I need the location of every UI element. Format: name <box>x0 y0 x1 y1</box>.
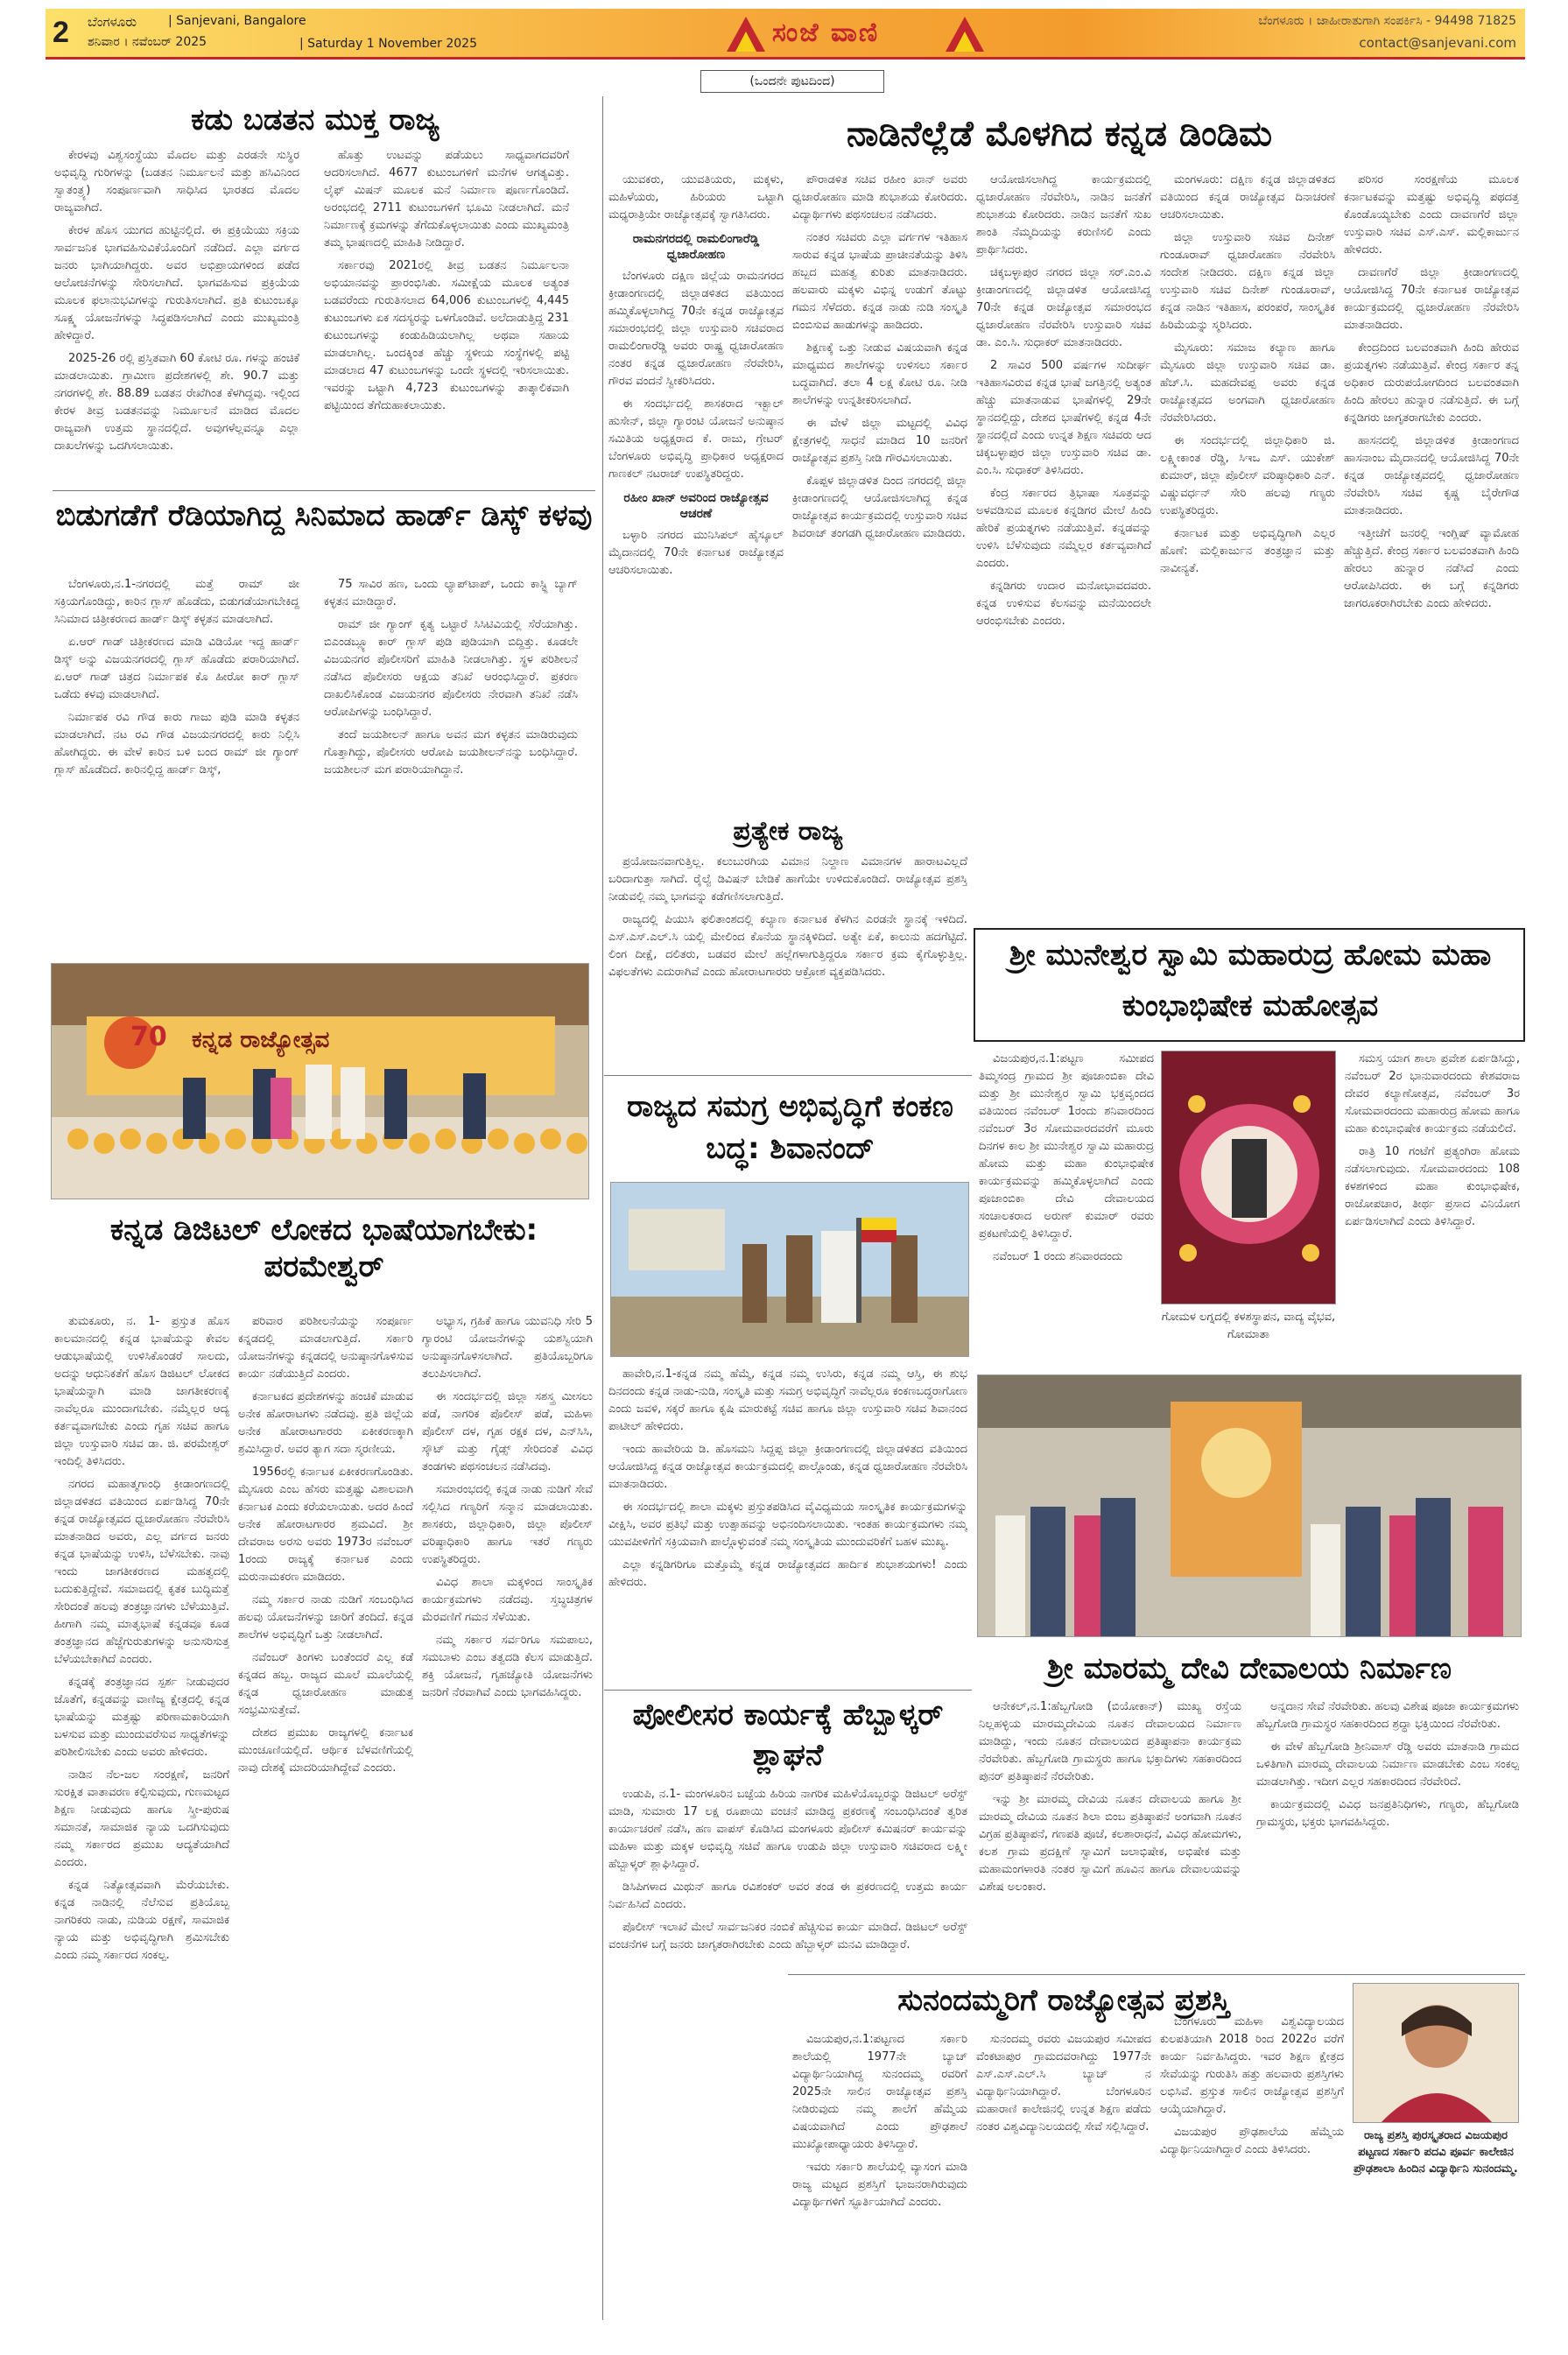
s1-col1: ಕೇರಳವು ವಿಶ್ವಸಂಸ್ಥೆಯು ಮೊದಲ ಮತ್ತು ಎರಡನೇ ಸುಸ್ಥಿರ ಅಭಿವೃದ್ಧಿ ಗುರಿಗಳನ್ನು (ಬಡತನ ನಿರ್ಮೂಲನೆ ಮತ್ತು ಹಸಿವಿನಿಂದ ಸ್ವಾತಂತ್ರ್ಯ) ಸಂಪೂರ್ಣವಾಗಿ ಸಾಧಿಸಿದ ಭಾರತದ ಮೊದಲ ರಾಜ್ಯವಾಗಿದೆ. ಕೇರಳ ಹೊಸ ಯುಗದ ಹುಟ್ಟಿನಲ್ಲಿದೆ. ಈ ಪ್ರಕ್ರಿಯೆಯು ಸಕ್ರಿಯ ಸಾರ್ವಜನಿಕ ಭಾಗವಹಿಸುವಿಕೆಯೊಂದಿಗೆ ನಡೆದಿದೆ. ಎಲ್ಲಾ ವರ್ಗದ ಜನರು ಭಾಗಿಯಾಗಿದ್ದರು. ಅವರ ಅಭಿಪ್ರಾಯಗಳಿಂದ ಪಡೆದ ಆಲೋಚನೆಗಳನ್ನು ಸೇರಿಸಲಾಗಿದೆ. ಭಾಗವಹಿಸುವ ಪ್ರಕ್ರಿಯೆಯ ಮೂಲಕ ಫಲಾನುಭವಿಗಳನ್ನು ಗುರುತಿಸಲಾಗಿದೆ. ಪ್ರತಿ ಕುಟುಂಬಕ್ಕೂ ಸೂಕ್ಷ್ಮ ಯೋಜನೆಗಳನ್ನು ಸಿದ್ಧಪಡಿಸಲಾಗಿದೆ ಎಂದು ಮುಖ್ಯಮಂತ್ರಿ ಹೇಳಿದ್ದಾರೆ. 2025-26 ರಲ್ಲಿ ಪ್ರಸ್ತಿತವಾಗಿ 60 ಕೋಟಿ ರೂ. ಗಳನ್ನು ಹಂಚಿಕೆ ಮಾಡಲಾಯಿತು. ಗ್ರಾಮೀಣ ಪ್ರದೇಶಗಳಲ್ಲಿ ಶೇ. 90.7 ಮತ್ತು ನಗರಗಳಲ್ಲಿ ಶೇ. 88.89 ಬಡತನ ರೇಖೆಗಿಂತ ಕೆಳಗಿದ್ದವು. ಇಲ್ಲಿಂದ ಕೇರಳ ತೀವ್ರ ಬಡತನವನ್ನು ನಿರ್ಮೂಲನೆ ಮಾಡಿದ ಮೊದಲ ರಾಜ್ಯವಾಗಿ ಉತ್ತಮ ಸ್ಥಾನದಲ್ಲಿದೆ. ಅವುಗಳೆಲ್ಲವನ್ನೂ ಎಲ್ಲಾ ದಾಖಲೆಗಳನ್ನು ಒದಗಿಸಲಾಯಿತು. <box>54 149 299 453</box>
s6-body: ಹಾವೇರಿ,ನ.1-ಕನ್ನಡ ನಮ್ಮ ಹೆಮ್ಮೆ, ಕನ್ನಡ ನಮ್ಮ ಉಸಿರು, ಕನ್ನಡ ನಮ್ಮ ಆಸ್ತಿ, ಈ ಶುಭ ದಿನದಂದು ಕನ್ನಡ ನಾಡು-ನುಡಿ, ಸಂಸ್ಕೃತಿ ಮತ್ತು ಸಮಗ್ರ ಅಭಿವೃದ್ಧಿಗೆ ನಾವೆಲ್ಲರೂ ಕಂಕಣಬದ್ಧರಾಗೋಣ ಎಂದು ಜವಳಿ, ಸಕ್ಕರೆ ಹಾಗೂ ಕೃಷಿ ಮಾರುಕಟ್ಟೆ ಸಚಿವ ಹಾಗೂ ಜಿಲ್ಲಾ ಉಸ್ತುವಾರಿ ಸಚಿವ ಶಿವಾನಂದ ಪಾಟೀಲ್ ಹೇಳಿದರು. ಇಂದು ಹಾವೇರಿಯ ಡಿ. ಹೊಸಮನಿ ಸಿದ್ದಪ್ಪ ಜಿಲ್ಲಾ ಕ್ರೀಡಾಂಗಣದಲ್ಲಿ ಜಿಲ್ಲಾಡಳಿತದ ವತಿಯಿಂದ ಆಯೋಜಿಸಿದ್ದ ಕನ್ನಡ ರಾಜ್ಯೋತ್ಸವ ಕಾರ್ಯಕ್ರಮದಲ್ಲಿ ಪಾಲ್ಗೊಂಡು, ಕನ್ನಡ ಧ್ವಜಾರೋಹಣ ನೆರವೇರಿಸಿ ಮಾತನಾಡಿದರು. ಈ ಸಂದರ್ಭದಲ್ಲಿ ಶಾಲಾ ಮಕ್ಕಳು ಪ್ರಸ್ತುತಪಡಿಸಿದ ವೈವಿಧ್ಯಮಯ ಸಾಂಸ್ಕೃತಿಕ ಕಾರ್ಯಕ್ರಮಗಳನ್ನು ವೀಕ್ಷಿಸಿ, ಅವರ ಪ್ರತಿಭೆ ಮತ್ತು ಉತ್ಸಾಹವನ್ನು ಅಭಿನಂದಿಸಲಾಯಿತು. ಇಂತಹ ಕಾರ್ಯಕ್ರಮಗಳು ನಮ್ಮ ಯುವಪೀಳಿಗೆಗೆ ಸಕ್ರಿಯವಾಗಿ ಪಾಲ್ಗೊಳ್ಳುವಂತೆ ನಮ್ಮ ಸಂಸ್ಕೃತಿಯ ಮುಂದುವರಿಕೆಗೆ ಬಹಳ ಮುಖ್ಯ. ಎಲ್ಲಾ ಕನ್ನಡಿಗರಿಗೂ ಮತ್ತೊಮ್ಮೆ ಕನ್ನಡ ರಾಜ್ಯೋತ್ಸವದ ಹಾರ್ದಿಕ ಶುಭಾಶಯಗಳು! ಎಂದು ಹೇಳಿದರು. <box>608 1367 967 1589</box>
headline-kannada-dindima: ನಾಡಿನೆಲ್ಲೆಡೆ ಮೊಳಗಿದ ಕನ್ನಡ ಡಿಂಡಿಮ <box>846 114 1273 154</box>
headline-hebbalkar: ಪೋಲೀಸರ ಕಾರ್ಯಕ್ಕೆ ಹೆಬ್ಬಾಳ್ಕರ್ ಶ್ಲಾಘನೆ <box>632 1698 944 1773</box>
headline-muneshwara: ಶ್ರೀ ಮುನೇಶ್ವರ ಸ್ವಾಮಿ ಮಹಾರುದ್ರ ಹೋಮ ಮಹಾ ಕುಂಭಾಭಿಷೇಕ ಮಹೋತ್ಸವ <box>1009 938 1492 1023</box>
sunandamma-caption: ರಾಜ್ಯ ಪ್ರಶಸ್ತಿ ಪುರಸ್ಕೃತರಾದ ವಿಜಯಪುರ ಪಟ್ಟಣದ ಸರ್ಕಾರಿ ಪದವಿ ಪೂರ್ವ ಕಾಲೇಜಿನ ಪ್ರೌಢಶಾಲಾ ಹಿಂದಿನ ವಿದ್ಯಾರ್ಥಿನಿ ಸುನಂದಮ್ಮ. <box>1354 2129 1518 2176</box>
stage-banner: ಕನ್ನಡ ರಾಜ್ಯೋತ್ಸವ <box>192 1027 330 1053</box>
s4-col2: ಪೌರಾಡಳಿತ ಸಚಿವ ರಹೀಂ ಖಾನ್ ಅವರು ಧ್ವಜಾರೋಹಣ ಮಾಡಿ ಶುಭಾಶಯ ಕೋರಿದರು. ವಿದ್ಯಾರ್ಥಿಗಳು ಪಥಸಂಚಲನ ನಡೆಸಿದರು. ನಂತರ ಸಚಿವರು ಎಲ್ಲಾ ವರ್ಗಗಳ ಇತಿಹಾಸ ಸಾರುವ ಕನ್ನಡ ಭಾಷೆಯ ಪ್ರಾಚೀನತೆಯನ್ನು ತಿಳಿಸಿ ಹಬ್ಬದ ಮಹತ್ವ ಕುರಿತು ಮಾತನಾಡಿದರು. ಹಲವಾರು ಮಕ್ಕಳು ವಿಭಿನ್ನ ಉಡುಗೆ ತೊಟ್ಟು ಗಮನ ಸೆಳೆದರು. ಕನ್ನಡ ನಾಡು ನುಡಿ ಸಂಸ್ಕೃತಿ ಬಿಂಬಿಸುವ ಹಾಡುಗಳನ್ನು ಹಾಡಿದರು. ಶಿಕ್ಷಣಕ್ಕೆ ಒತ್ತು ನೀಡುವ ವಿಷಯವಾಗಿ ಕನ್ನಡ ಮಾಧ್ಯಮದ ಶಾಲೆಗಳನ್ನು ಉಳಿಸಲು ಸರ್ಕಾರ ಬದ್ಧವಾಗಿದೆ. ತಲಾ 4 ಲಕ್ಷ ಕೋಟಿ ರೂ. ನೀಡಿ ಶಾಲೆಗಳನ್ನು ಉನ್ನತೀಕರಿಸಲಾಗಿದೆ. ಈ ವೇಳೆ ಜಿಲ್ಲಾ ಮಟ್ಟದಲ್ಲಿ ವಿವಿಧ ಕ್ಷೇತ್ರಗಳಲ್ಲಿ ಸಾಧನೆ ಮಾಡಿದ 10 ಜನರಿಗೆ ರಾಜ್ಯೋತ್ಸವ ಪ್ರಶಸ್ತಿ ನೀಡಿ ಗೌರವಿಸಲಾಯಿತು. ಕೊಪ್ಪಳ ಜಿಲ್ಲಾಡಳಿತ ದಿಂದ ನಗರದಲ್ಲಿ ಜಿಲ್ಲಾ ಕ್ರೀಡಾಂಗಣದಲ್ಲಿ ಆಯೋಜಿಸಲಾಗಿದ್ದ ಕನ್ನಡ ರಾಜ್ಯೋತ್ಸವ ಕಾರ್ಯಕ್ರಮದಲ್ಲಿ ಉಸ್ತುವಾರಿ ಸಚಿವ ಶಿವರಾಜ್ ತಂಗಡಗಿ ಧ್ವಜಾರೋಹಣ ಮಾಡಿದರು. <box>792 173 967 540</box>
logo <box>720 12 991 56</box>
photo-maramma-temple <box>977 1374 1522 1637</box>
s4-col5: ಪರಿಸರ ಸಂರಕ್ಷಣೆಯ ಮೂಲಕ ಕರ್ನಾಟಕವನ್ನು ಮತ್ತಷ್ಟು ಅಭಿವೃದ್ಧಿ ಪಥದತ್ತ ಕೊಂಡೊಯ್ಯಬೇಕು ಎಂದು ದಾವಣಗೆರೆ ಜಿಲ್ಲಾ ಉಸ್ತುವಾರಿ ಸಚಿವ ಎಸ್.ಎಸ್. ಮಲ್ಲಿಕಾರ್ಜುನ ಹೇಳಿದರು. ದಾವಣಗೆರೆ ಜಿಲ್ಲಾ ಕ್ರೀಡಾಂಗಣದಲ್ಲಿ ಆಯೋಜಿಸಿದ್ದ 70ನೇ ಕರ್ನಾಟಕ ರಾಜ್ಯೋತ್ಸವ ಕಾರ್ಯಕ್ರಮದಲ್ಲಿ ಧ್ವಜಾರೋಹಣ ನೆರವೇರಿಸಿ ಮಾತನಾಡಿದರು. ಕೇಂದ್ರದಿಂದ ಬಲವಂತವಾಗಿ ಹಿಂದಿ ಹೇರುವ ಪ್ರಯತ್ನಗಳು ನಡೆಯುತ್ತಿವೆ. ಕೇಂದ್ರ ಸರ್ಕಾರ ತನ್ನ ಅಧಿಕಾರ ದುರುಪಯೋಗದಿಂದ ಬಲವಂತವಾಗಿ ಹಿಂದಿ ಹೇರಲು ಹುನ್ನಾರ ನಡೆಸುತ್ತಿದೆ. ಈ ಬಗ್ಗೆ ಕನ್ನಡಿಗರು ಜಾಗೃತರಾಗಬೇಕು ಎಂದರು. ಹಾಸನದಲ್ಲಿ ಜಿಲ್ಲಾಡಳಿತ ಕ್ರೀಡಾಂಗಣದ ಹಾಸನಾಂಬ ಮೈದಾನದಲ್ಲಿ ಆಯೋಜಿಸಿದ್ದ 70ನೇ ಕನ್ನಡ ರಾಜ್ಯೋತ್ಸವದಲ್ಲಿ ಧ್ವಜಾರೋಹಣ ನೆರವೇರಿಸಿ ಸಚಿವ ಕೃಷ್ಣ ಬೈರೇಗೌಡ ಮಾತನಾಡಿದರು. ಇತ್ತೀಚೆಗೆ ಜನರಲ್ಲಿ ಇಂಗ್ಲಿಷ್ ವ್ಯಾಮೋಹ ಹೆಚ್ಚುತ್ತಿದೆ. ಕೇಂದ್ರ ಸರ್ಕಾರ ಬಲವಂತವಾಗಿ ಹಿಂದಿ ಹೇರಲು ಹುನ್ನಾರ ನಡೆಸಿದೆ ಎಂದು ಆರೋಪಿಸಿದರು. ಈ ಬಗ್ಗೆ ಕನ್ನಡಿಗರು ಜಾಗರೂಕರಾಗಿರಬೇಕು ಎಂದು ಹೇಳಿದರು. <box>1344 173 1519 610</box>
s1-col2: ಹೊತ್ತು ಉಟವನ್ನು ಪಡೆಯಲು ಸಾಧ್ಯವಾಗದವರಿಗೆ ಆದರಿಸಲಾಗಿದೆ. 4677 ಕುಟುಂಬಗಳಿಗೆ ಮನೆಗಳ ಆಗತ್ಯವಿತ್ತು. ಲೈಫ್ ಮಿಷನ್ ಮೂಲಕ ಮನೆ ನಿರ್ಮಾಣ ಪೂರ್ಣಗೊಂಡಿದೆ. ಅರಂಭದಲ್ಲಿ 2711 ಕುಟುಂಬಗಳಿಗೆ ಭೂಮಿ ನೀಡಲಾಗಿದೆ. ಮನೆ ನಿರ್ಮಾಣಕ್ಕೆ ಕ್ರಮಗಳನ್ನು ತೆಗೆದುಕೊಳ್ಳಲಾಯಿತು ಎಂದು ಮುಖ್ಯಮಂತ್ರಿ ತಮ್ಮ ಭಾಷಣದಲ್ಲಿ ಮಾಹಿತಿ ನೀಡಿದ್ದಾರೆ. ಸರ್ಕಾರವು 2021ರಲ್ಲಿ ತೀವ್ರ ಬಡತನ ನಿರ್ಮೂಲನಾ ಅಭಿಯಾನವನ್ನು ಪ್ರಾರಂಭಿಸಿತು. ಸಮೀಕ್ಷೆಯ ಮೂಲಕ ಅತ್ಯಂತ ಬಡವರೆಂದು ಗುರುತಿಸಲಾದ 64,006 ಕುಟುಂಬಗಳಲ್ಲಿ 4,445 ಕುಟುಂಬಗಳು ಏಕ ಸದಸ್ಯರನ್ನು ಒಳಗೊಂಡಿವೆ. ಅಲೆದಾಡುತ್ತಿದ್ದ 231 ಕುಟುಂಬಗಳನ್ನು ಕಂಡುಹಿಡಿಯಲಾಗಿಲ್ಲ ಅಥವಾ ಸಹಾಯ ಮಾಡಲಾಗಿಲ್ಲ. ಒಂದಕ್ಕಿಂತ ಹೆಚ್ಚು ಸ್ಥಳೀಯ ಸಂಸ್ಥೆಗಳಲ್ಲಿ ಪಟ್ಟಿ ಮಾಡಲಾದ 47 ಕುಟುಂಬಗಳನ್ನು ಒಂದೇ ಸ್ಥಳದಲ್ಲಿ ಇರಿಸಲಾಯಿತು. ಇವರನ್ನು ಒಟ್ಟಾಗಿ 4,723 ಕುಟುಂಬಗಳನ್ನು ತಾತ್ಕಾಲಿಕವಾಗಿ ಪಟ್ಟಿಯಿಂದ ತೆಗೆದುಹಾಕಲಾಯಿತು. <box>324 149 569 412</box>
s3-col2: ಪರಿವಾರ ಪರಿಶೀಲನೆಯನ್ನು ಸಂಪೂರ್ಣ ಕನ್ನಡದಲ್ಲಿ ಮಾಡಲಾಗುತ್ತಿದೆ. ಸರ್ಕಾರಿ ಯೋಜನೆಗಳನ್ನು ಕನ್ನಡದಲ್ಲಿ ಅನುಷ್ಠಾನಗೊಳಿಸುವ ಕಾರ್ಯ ನಡೆಯುತ್ತಿದೆ ಎಂದರು. ಕರ್ನಾಟಕದ ಪ್ರದೇಶಗಳನ್ನು ಹಂಚಿಕೆ ಮಾಡುವ ಅನೇಕ ಹೋರಾಟಗಳು ನಡೆದವು. ಪ್ರತಿ ಜಿಲ್ಲೆಯ ಅನೇಕ ಹೋರಾಟಗಾರರು ಏಕೀಕರಣಕ್ಕಾಗಿ ಶ್ರಮಿಸಿದ್ದಾರೆ. ಅವರ ತ್ಯಾಗ ಸದಾ ಸ್ಮರಣೀಯ. 1956ರಲ್ಲಿ ಕರ್ನಾಟಕ ಏಕೀಕರಣಗೊಂಡಿತು. ಮೈಸೂರು ಎಂಬ ಹೆಸರು ಮತ್ತಷ್ಟು ವಿಶಾಲವಾಗಿ ಕರ್ನಾಟಕ ಎಂದು ಕರೆಯಲಾಯಿತು. ಅದರ ಹಿಂದೆ ಅನೇಕ ಹೋರಾಟಗಾರರ ಶ್ರಮವಿದೆ. ಶ್ರೀ ದೇವರಾಜ ಅರಸು ಅವರು 1973ರ ನವೆಂಬರ್ 1ರಂದು ರಾಜ್ಯಕ್ಕೆ ಕರ್ನಾಟಕ ಎಂದು ಮರುನಾಮಕರಣ ಮಾಡಿದರು. ನಮ್ಮ ಸರ್ಕಾರ ನಾಡು ನುಡಿಗೆ ಸಂಬಂಧಿಸಿದ ಹಲವು ಯೋಜನೆಗಳನ್ನು ಜಾರಿಗೆ ತಂದಿದೆ. ಕನ್ನಡ ಶಾಲೆಗಳ ಅಭಿವೃದ್ಧಿಗೆ ಒತ್ತು ನೀಡಲಾಗಿದೆ. ನವೆಂಬರ್ ತಿಂಗಳು ಬಂತೆಂದರೆ ಎಲ್ಲ ಕಡೆ ಕನ್ನಡದ ಹಬ್ಬ. ರಾಜ್ಯದ ಮೂಲೆ ಮೂಲೆಯಲ್ಲಿ ಕನ್ನಡ ಧ್ವಜಾರೋಹಣ ಮಾಡುತ್ತ ಸಂಭ್ರಮಿಸುತ್ತೇವೆ. ದೇಶದ ಪ್ರಮುಖ ರಾಜ್ಯಗಳಲ್ಲಿ ಕರ್ನಾಟಕ ಮುಂಚೂಣಿಯಲ್ಲಿದೆ. ಆರ್ಥಿಕ ಬೆಳವಣಿಗೆಯಲ್ಲಿ ನಾವು ದೇಶಕ್ಕೆ ಮಾದರಿಯಾಗಿದ್ದೇವೆ ಎಂದರು. <box>238 1315 413 1775</box>
headline-separate-state: ಪ್ರತ್ಯೇಕ ರಾಜ್ಯ <box>733 816 843 847</box>
s9-col1: ಆನೇಕಲ್,ನ.1:ಹೆಬ್ಬಗೋಡಿ (ಬಿಯೋಕಾನ್) ಮುಖ್ಯ ರಸ್ತೆಯ ನಿಲ್ಲಹಳ್ಳಿಯ ಮಾರಮ್ಮದೇವಿಯ ನೂತನ ದೇವಾಲಯದ ನಿರ್ಮಾಣ ಮಾಡಿದ್ದು, ಇಂದು ನೂತನ ದೇವಾಲಯದ ಪ್ರತಿಷ್ಠಾಪನಾ ಕಾರ್ಯಕ್ರಮ ನೆರವೇರಿತು. ಹೆಬ್ಬಗೋಡಿ ಗ್ರಾಮಸ್ಥರು ಹಾಗೂ ಭಕ್ತಾದಿಗಳು ಸಹಕಾರದಿಂದ ಪುನರ್ ಪ್ರತಿಷ್ಠಾಪನೆ ನೆರವೇರಿತು. ಇನ್ನು ಶ್ರೀ ಮಾರಮ್ಮ ದೇವಿಯ ನೂತನ ದೇವಾಲಯ ಹಾಗೂ ಶ್ರೀ ಮಾರಮ್ಮ ದೇವಿಯ ನೂತನ ಶಿಲಾ ಬಿಂಬ ಪ್ರತಿಷ್ಠಾಪನೆ ಅಂಗವಾಗಿ ನೂತನ ವಿಗ್ರಹ ಪ್ರತಿಷ್ಠಾಪನೆ, ಗಣಪತಿ ಪೂಜೆ, ಕಲಶಾರಾಧನೆ, ವಿವಿಧ ಹೋಮಗಳು, ಕಲಶ ಗ್ರಾಮ ಪ್ರದಕ್ಷಿಣೆ ಸ್ವಾಮಿಗೆ ಜಲಾಭಿಷೇಕ, ಅಭಿಷೇಕ ಮತ್ತು ಮಹಾಮಂಗಳಾರತಿ ನಂತರ ಸ್ವಾಮಿಗೆ ಹೂವಿನ ಹಾಗೂ ದೇವಾಲಯವನ್ನು ವಿಶೇಷ ಅಲಂಕಾರ. <box>979 1700 1241 1894</box>
headline-hard-disk-theft: ಬಿಡುಗಡೆಗೆ ರೆಡಿಯಾಗಿದ್ದ ಸಿನಿಮಾದ ಹಾರ್ಡ್ ಡಿಸ್ಕ್ ಕಳವು <box>55 498 593 533</box>
s9-col2: ಅನ್ನದಾನ ಸೇವೆ ನೆರವೇರಿತು. ಹಲವು ವಿಶೇಷ ಪೂಜಾ ಕಾರ್ಯಕ್ರಮಗಳು ಹೆಬ್ಬಗೋಡಿ ಗ್ರಾಮಸ್ಥರ ಸಹಕಾರದಿಂದ ಶ್ರದ್ಧಾ ಭಕ್ತಿಯಿಂದ ನೆರವೇರಿತು. ಈ ವೇಳೆ ಹೆಬ್ಬಗೋಡಿ ಶ್ರೀನಿವಾಸ್ ರೆಡ್ಡಿ ಅವರು ಮಾತನಾಡಿ ಗ್ರಾಮದ ಒಳಿತಿಗಾಗಿ ಮಾರಮ್ಮ ದೇವಾಲಯ ನಿರ್ಮಾಣ ಮಾಡಬೇಕು ಎಂಬ ಸಂಕಲ್ಪ ಮಾಡಲಾಗಿತ್ತು. ಇದೀಗ ಎಲ್ಲರ ಸಹಕಾರದಿಂದ ನೆರವೇರಿದೆ. ಕಾರ್ಯಕ್ರಮದಲ್ಲಿ ವಿವಿಧ ಜನಪ್ರತಿನಿಧಿಗಳು, ಗಣ್ಯರು, ಹೆಬ್ಬಗೋಡಿ ಗ್ರಾಮಸ್ಥರು, ಭಕ್ತರು ಭಾಗವಹಿಸಿದ್ದರು. <box>1256 1700 1519 1829</box>
idol-photo-illustration <box>1162 1051 1336 1304</box>
s10-col3: ಬೆಂಗಳೂರು ಮಹಿಳಾ ವಿಶ್ವವಿದ್ಯಾಲಯದ ಕುಲಪತಿಯಾಗಿ 2018 ರಿಂದ 2022ರ ವರೆಗೆ ಕಾರ್ಯ ನಿರ್ವಹಿಸಿದ್ದರು. ಇವರ ಶಿಕ್ಷಣ ಕ್ಷೇತ್ರದ ಸೇವೆಯನ್ನು ಗುರುತಿಸಿ ಹತ್ತು ಹಲವಾರು ಪ್ರಶಸ್ತಿಗಳು ಲಭಿಸಿವೆ. ಪ್ರಸ್ತುತ ಸಾಲಿನ ರಾಜ್ಯೋತ್ಸವ ಪ್ರಶಸ್ತಿಗೆ ಆಯ್ಕೆಯಾಗಿದ್ದಾರೆ. ವಿಜಯಪುರ ಪ್ರೌಢಶಾಲೆಯ ಹೆಮ್ಮೆಯ ವಿದ್ಯಾರ್ಥಿನಿಯಾಗಿದ್ದಾರೆ ಎಂದು ತಿಳಿಸಿದರು. <box>1160 2015 1344 2156</box>
continued-label: (ಒಂದನೇ ಪುಟದಿಂದ) <box>700 70 884 93</box>
photo-haveri-flag-hoisting <box>610 1182 969 1357</box>
photo-sunandamma <box>1353 1983 1519 2123</box>
s4-col3: ಆಯೋಜಿಸಲಾಗಿದ್ದ ಕಾರ್ಯಕ್ರಮದಲ್ಲಿ ಧ್ವಜಾರೋಹಣ ನೆರವೇರಿಸಿ, ನಾಡಿನ ಜನತೆಗೆ ಶುಭಾಶಯ ಕೋರಿದರು. ನಾಡಿನ ಜನತೆಗೆ ಸುಖ ಶಾಂತಿ ನೆಮ್ಮದಿಯನ್ನು ಕರುಣಿಸಲಿ ಎಂದು ಪ್ರಾರ್ಥಿಸಿದರು. ಚಿಕ್ಕಬಳ್ಳಾಪುರ ನಗರದ ಜಿಲ್ಲಾ ಸರ್.ಎಂ.ವಿ ಕ್ರೀಡಾಂಗಣದಲ್ಲಿ ಜಿಲ್ಲಾಡಳಿತ ಆಯೋಜಿಸಿದ್ದ 70ನೇ ಕನ್ನಡ ರಾಜ್ಯೋತ್ಸವ ಸಮಾರಂಭದ ಧ್ವಜಾರೋಹಣ ನೆರವೇರಿಸಿ ಉಸ್ತುವಾರಿ ಸಚಿವ ಡಾ. ಎಂ.ಸಿ. ಸುಧಾಕರ್ ಮಾತನಾಡಿದರು. 2 ಸಾವಿರ 500 ವರ್ಷಗಳ ಸುದೀರ್ಘ ಇತಿಹಾಸವಿರುವ ಕನ್ನಡ ಭಾಷೆ ಜಗತ್ತಿನಲ್ಲಿ ಅತ್ಯಂತ ಹೆಚ್ಚು ಮಾತನಾಡುವ ಭಾಷೆಗಳಲ್ಲಿ 29ನೇ ಸ್ಥಾನದಲ್ಲಿದ್ದು, ದೇಶದ ಭಾಷೆಗಳಲ್ಲಿ ಕನ್ನಡ 4ನೇ ಸ್ಥಾನದಲ್ಲಿದೆ ಎಂದು ಉನ್ನತ ಶಿಕ್ಷಣ ಸಚಿವರು ಆದ ಚಿಕ್ಕಬಳ್ಳಾಪುರ ಜಿಲ್ಲಾ ಉಸ್ತುವಾರಿ ಸಚಿವ ಡಾ. ಎಂ.ಸಿ. ಸುಧಾಕರ್ ತಿಳಿಸಿದರು. ಕೆಂದ್ರ ಸರ್ಕಾರದ ತ್ರಿಭಾಷಾ ಸೂತ್ರವನ್ನು ಅಳವಡಿಸುವ ಮೂಲಕ ಕನ್ನಡಿಗರ ಮೇಲೆ ಹಿಂದಿ ಹೇರಿಕೆ ಪ್ರಯತ್ನಗಳು ನಡೆಯುತ್ತಿವೆ. ಕನ್ನಡವನ್ನು ಉಳಿಸಿ ಬೆಳೆಸುವುದು ನಮ್ಮೆಲ್ಲರ ಕರ್ತವ್ಯವಾಗಿದೆ ಎಂದರು. ಕನ್ನಡಿಗರು ಉದಾರ ಮನೋಭಾವದವರು. ಕನ್ನಡ ಉಳಿಸುವ ಕೆಲಸವನ್ನು ಮನೆಯಿಂದಲೇ ಆರಂಭಿಸಬೇಕು ಎಂದರು. <box>976 173 1151 628</box>
headline-digital-kannada: ಕನ್ನಡ ಡಿಜಿಟಲ್ ಲೋಕದ ಭಾಷೆಯಾಗಬೇಕು: ಪರಮೇಶ್ವರ್ <box>109 1213 538 1284</box>
s2-col1: ಬೆಂಗಳೂರು,ನ.1-ನಗರದಲ್ಲಿ ಮತ್ತೆ ರಾಮ್ ಜೀ ಸಕ್ರಿಯಗೊಂಡಿದ್ದು, ಕಾರಿನ ಗ್ಲಾಸ್ ಹೊಡೆದು, ಬಿಡುಗಡೆಯಾಗಬೇಕಿದ್ದ ಸಿನಿಮಾದ ಚಿತ್ರೀಕರಣದ ಹಾರ್ಡ್ ಡಿಸ್ಕ್ ಕಳ್ಳತನ ಮಾಡಲಾಗಿದೆ. ಏ.ಆರ್ ಗಾಡ್ ಚಿತ್ರೀಕರಣದ ಮಾಡಿ ವಿಡಿಯೋ ಇದ್ದ ಹಾರ್ಡ್ ಡಿಸ್ಕ್ ಅನ್ನು ವಿಜಯನಗರದಲ್ಲಿ ಗ್ಲಾಸ್ ಹೊಡೆದು ಪರಾರಿಯಾಗಿದೆ. ಏ.ಆರ್ ಗಾಡ್ ಚಿತ್ರದ ನಿರ್ಮಾಪಕ ಕೊ ಹೀರೋ ಕಾರ್ ಗ್ಲಾಸ್ ಒಡೆದು ಕಳವು ಮಾಡಲಾಗಿದೆ. ನಿರ್ಮಾಪಕ ರವಿ ಗೌಡ ಕಾರು ಗಾಜು ಪುಡಿ ಮಾಡಿ ಕಳ್ಳತನ ಮಾಡಲಾಗಿದೆ. ನಟ ರವಿ ಗೌಡ ವಿಜಯನಗರದಲ್ಲಿ ಕಾರು ನಿಲ್ಲಿಸಿ ಹೋಗಿದ್ದರು. ಈ ವೇಳೆ ಕಾರಿನ ಬಳಿ ಬಂದ ರಾಮ್ ಜೀ ಗ್ಯಾಂಗ್ ಗ್ಲಾಸ್ ಹೊಡೆದಿದೆ. ಕಾರಿನಲ್ಲಿದ್ದ ಹಾರ್ಡ್ ಡಿಸ್ಕ್, <box>54 578 299 777</box>
flag-icon <box>939 12 991 56</box>
muneshwara-caption: ಗೋಮಳ ಲಗ್ನದಲ್ಲಿ ಕಳಶಸ್ಥಾಪನ, ವಾದ್ಯ ವೈಭವ, ಗೋಮಾತಾ <box>1161 1311 1336 1341</box>
s4-col1: ಯುವಕರು, ಯುವತಿಯರು, ಮಕ್ಕಳು, ಮಹಿಳೆಯರು, ಹಿರಿಯರು ಒಟ್ಟಾಗಿ ಮಧ್ಯರಾತ್ರಿಯೇ ರಾಜ್ಯೋತ್ಸವಕ್ಕೆ ಸ್ವಾಗತಿಸಿದರು. ರಾಮನಗರದಲ್ಲಿ ರಾಮಲಿಂಗಾರೆಡ್ಡಿ ಧ್ವಜಾರೋಹಣ ಬೆಂಗಳೂರು ದಕ್ಷಿಣ ಜಿಲ್ಲೆಯ ರಾಮನಗರದ ಕ್ರೀಡಾಂಗಣದಲ್ಲಿ ಜಿಲ್ಲಾಡಳಿತದ ವತಿಯಿಂದ ಹಮ್ಮಿಕೊಳ್ಳಲಾಗಿದ್ದ 70ನೇ ಕನ್ನಡ ರಾಜ್ಯೋತ್ಸವ ಸಮಾರಂಭದಲ್ಲಿ ಜಿಲ್ಲಾ ಉಸ್ತುವಾರಿ ಸಚಿವರಾದ ರಾಮಲಿಂಗಾರೆಡ್ಡಿ ಅವರು ರಾಷ್ಟ್ರ ಧ್ವಜಾರೋಹಣ ನಂತರ ಕನ್ನಡ ಧ್ವಜಾರೋಹಣ ನೆರವೇರಿಸಿ, ಗೌರವ ವಂದನೆ ಸ್ವೀಕರಿಸಿದರು. ಈ ಸಂದರ್ಭದಲ್ಲಿ ಶಾಸಕರಾದ ಇಕ್ಬಾಲ್ ಹುಸೇನ್, ಜಿಲ್ಲಾ ಗ್ಯಾರಂಟಿ ಯೋಜನೆ ಅನುಷ್ಠಾನ ಸಮಿತಿಯ ಅಧ್ಯಕ್ಷರಾದ ಕೆ. ರಾಜು, ಗ್ರೇಟರ್ ಬೆಂಗಳೂರು ಅಭಿವೃದ್ಧಿ ಪ್ರಾಧಿಕಾರ ಅಧ್ಯಕ್ಷರಾದ ಗಾಣಕಲ್ ನಟರಾಜ್ ಉಪಸ್ಥಿತರಿದ್ದರು. ರಹೀಂ ಖಾನ್ ಅವರಿಂದ ರಾಜ್ಯೋತ್ಸವ ಆಚರಣೆ ಬಳ್ಳಾರಿ ನಗರದ ಮುನಿಸಿಪಲ್ ಹೈಸ್ಕೂಲ್ ಮೈದಾನದಲ್ಲಿ 70ನೇ ಕರ್ನಾಟಕ ರಾಜ್ಯೋತ್ಸವ ಆಚರಿಸಲಾಯಿತು. <box>608 173 784 577</box>
masthead-ad-contact: ಬೆಂಗಳೂರು । ಜಾಹೀರಾತುಗಾಗಿ ಸಂಪರ್ಕಿಸಿ - 94498 71825 <box>1258 14 1516 28</box>
headline-maramma: ಶ್ರೀ ಮಾರಮ್ಮ ದೇವಿ ದೇವಾಲಯ ನಿರ್ಮಾಣ <box>1047 1651 1452 1686</box>
masthead-city: ಬೆಂಗಳೂರು <box>88 14 137 30</box>
s5-body: ಪ್ರಯೋಜನವಾಗುತ್ತಿಲ್ಲ. ಕಲುಬುರಗಿಯ ವಿಮಾನ ನಿಲ್ದಾಣ ವಿಮಾನಗಳ ಹಾರಾಟವಿಲ್ಲದೆ ಬರಿದಾಗುತ್ತಾ ಸಾಗಿದೆ. ರೈಲ್ವೆ ಡಿವಿಷನ್ ಬೇಡಿಕೆ ಹಾಗೆಯೇ ಉಳಿದುಕೊಂಡಿದೆ. ರಾಜ್ಯೋತ್ಸವ ಪ್ರಶಸ್ತಿ ನೀಡುವಲ್ಲಿ ನಮ್ಮ ಭಾಗವನ್ನು ಕಡೆಗಣಿಸಲಾಗುತ್ತಿದೆ. ರಾಜ್ಯದಲ್ಲಿ ಪಿಯುಸಿ ಫಲಿತಾಂಶದಲ್ಲಿ ಕಲ್ಯಾಣ ಕರ್ನಾಟಕ ಕೆಳಗಿನ ಎರಡನೇ ಸ್ಥಾನಕ್ಕೆ ಇಳಿದಿದೆ. ಎಸ್.ಎಸ್.ಎಲ್.ಸಿ ಯಲ್ಲಿ ಮೇಲಿಂದ ಕೊನೆಯ ಸ್ಥಾನಕ್ಕಿಳಿದಿದೆ. ಅತ್ಯೇ ಏಕೆ, ಕಾಲುನು ಹದಗೆಟ್ಟಿದೆ. ಲಿಂಗ ದೀಕ್ಷೆ, ದಲಿತರು, ಬಡವರ ಮೇಲೆ ಹಲ್ಲೆಗಳಾಗುತ್ತಿದ್ದರೂ ಸರ್ಕಾರ ಕ್ರಮ ಕೈಗೊಳ್ಳುತ್ತಿಲ್ಲ. ವಿಫಲತೆಗಳು ಎದುರಾಗಿವೆ ಎಂದು ಹೋರಾಟಗಾರರು ಆಕ್ರೋಶ ವ್ಯಕ್ತಪಡಿಸಿದರು. <box>608 855 967 979</box>
flag-icon <box>720 12 772 56</box>
s3-col3: ಅಭ್ಯಾಸ, ಗ್ರಹಿಕೆ ಹಾಗೂ ಯುವನಿಧಿ ಸೇರಿ 5 ಗ್ಯಾರಂಟಿ ಯೋಜನೆಗಳನ್ನು ಯಶಸ್ವಿಯಾಗಿ ಅನುಷ್ಠಾನಗೊಳಿಸಲಾಗಿದೆ. ಪ್ರತಿಯೊಬ್ಬರಿಗೂ ತಲುಪಿಸಲಾಗಿದೆ. ಈ ಸಂದರ್ಭದಲ್ಲಿ ಜಿಲ್ಲಾ ಸಶಸ್ತ್ರ ಮೀಸಲು ಪಡೆ, ನಾಗರಿಕ ಪೊಲೀಸ್ ಪಡೆ, ಮಹಿಳಾ ಪೊಲೀಸ್ ದಳ, ಗೃಹ ರಕ್ಷಕ ದಳ, ಎನ್‌ಸಿಸಿ, ಸ್ಕೌಟ್ ಮತ್ತು ಗೈಡ್ಸ್ ಸೇರಿದಂತೆ ವಿವಿಧ ತಂಡಗಳು ಪಥಸಂಚಲನ ನಡೆಸಿದವು. ಸಮಾರಂಭದಲ್ಲಿ ಕನ್ನಡ ನಾಡು ನುಡಿಗೆ ಸೇವೆ ಸಲ್ಲಿಸಿದ ಗಣ್ಯರಿಗೆ ಸನ್ಮಾನ ಮಾಡಲಾಯಿತು. ಶಾಸಕರು, ಜಿಲ್ಲಾಧಿಕಾರಿ, ಜಿಲ್ಲಾ ಪೊಲೀಸ್ ವರಿಷ್ಠಾಧಿಕಾರಿ ಹಾಗೂ ಇತರೆ ಗಣ್ಯರು ಉಪಸ್ಥಿತರಿದ್ದರು. ವಿವಿಧ ಶಾಲಾ ಮಕ್ಕಳಿಂದ ಸಾಂಸ್ಕೃತಿಕ ಕಾರ್ಯಕ್ರಮಗಳು ನಡೆದವು. ಸ್ತಬ್ಧಚಿತ್ರಗಳ ಮೆರವಣಿಗೆ ಗಮನ ಸೆಳೆಯಿತು. ನಮ್ಮ ಸರ್ಕಾರ ಸರ್ವರಿಗೂ ಸಮಪಾಲು, ಸಮಬಾಳು ಎಂಬ ತತ್ವದಡಿ ಕೆಲಸ ಮಾಡುತ್ತಿದೆ. ಶಕ್ತಿ ಯೋಜನೆ, ಗೃಹಜ್ಯೋತಿ ಯೋಜನೆಗಳು ಜನರಿಗೆ ನೆರವಾಗಿವೆ ಎಂದು ಭಾಗವಹಿಸಿದ್ದರು. <box>422 1315 593 1699</box>
headline-sunandamma: ಸುನಂದಮ್ಮರಿಗೆ ರಾಜ್ಯೋತ್ಸವ ಪ್ರಶಸ್ತಿ <box>897 1983 1230 2018</box>
logo-text: ಸಂಜೆ ವಾಣಿ <box>772 18 880 48</box>
s7-body: ಉಡುಪಿ, ನ.1- ಮಂಗಳೂರಿನ ಬಜ್ಪೆಯ ಹಿರಿಯ ನಾಗರಿಕ ಮಹಿಳೆಯೊಬ್ಬರನ್ನು ಡಿಜಿಟಲ್ ಅರೆಸ್ಟ್ ಮಾಡಿ, ಸುಮಾರು 17 ಲಕ್ಷ ರೂಪಾಯಿ ವಂಚನೆ ಮಾಡಿದ್ದ ಪ್ರಕರಣಕ್ಕೆ ಸಂಬಂಧಿಸಿದಂತೆ ತ್ವರಿತ ಕಾರ್ಯಾಚರಣೆ ನಡೆಸಿ, ಹಣ ವಾಪಸ್ ಕೊಡಿಸಿದ ಮಂಗಳೂರು ಪೊಲೀಸ್ ಕಮಿಷನರ್ ಕಾರ್ಯವನ್ನು ಮಹಿಳಾ ಮತ್ತು ಮಕ್ಕಳ ಅಭಿವೃದ್ಧಿ ಸಚಿವೆ ಹಾಗೂ ಉಡುಪಿ ಜಿಲ್ಲಾ ಉಸ್ತುವಾರಿ ಸಚಿವರಾದ ಲಕ್ಷ್ಮೀ ಹೆಬ್ಬಾಳ್ಕರ್ ಶ್ಲಾಘಿಸಿದ್ದಾರೆ. ಡಿಸಿಪಿಗಳಾದ ಮಿಥುನ್ ಹಾಗೂ ರವಿಶಂಕರ್ ಅವರ ತಂಡ ಈ ಪ್ರಕರಣದಲ್ಲಿ ಉತ್ತಮ ಕಾರ್ಯ ನಿರ್ವಹಿಸಿದೆ ಎಂದರು. ಪೊಲೀಸ್ ಇಲಾಖೆ ಮೇಲೆ ಸಾರ್ವಜನಿಕರ ನಂಬಿಕೆ ಹೆಚ್ಚಿಸುವ ಕಾರ್ಯ ಮಾಡಿದೆ. ಡಿಜಿಟಲ್ ಅರೆಸ್ಟ್ ವಂಚನೆಗಳ ಬಗ್ಗೆ ಜನರು ಜಾಗೃತರಾಗಿರಬೇಕು ಎಂದು ಹೆಬ್ಬಾಳ್ಕರ್ ಮನವಿ ಮಾಡಿದ್ದಾರೆ. <box>608 1788 967 1951</box>
s8-col1: ವಿಜಯಪುರ,ನ.1:ಪಟ್ಟಣ ಸಮೀಪದ ತಿಮ್ಮಸಂದ್ರ ಗ್ರಾಮದ ಶ್ರೀ ಪೂಜಾಂಬಿಕಾ ದೇವಿ ಮತ್ತು ಶ್ರೀ ಮುನೇಶ್ವರ ಸ್ವಾಮಿ ಭಕ್ತವೃಂದದ ವತಿಯಿಂದ ನವೆಂಬರ್ 1ರಂದು ಶನಿವಾರದಿಂದ ನವೆಂಬರ್ 3ರ ಸೋಮವಾರದವರೆಗೆ ಮೂರು ದಿನಗಳ ಕಾಲ ಶ್ರೀ ಮುನೇಶ್ವರ ಸ್ವಾಮಿ ಮಹಾರುದ್ರ ಹೋಮ ಮತ್ತು ಮಹಾ ಕುಂಭಾಭಿಷೇಕ ಕಾರ್ಯಕ್ರಮವನ್ನು ಹಮ್ಮಿಕೊಳ್ಳಲಾಗಿದೆ ಎಂದು ಪೂಜಾಂಬಿಕಾ ದೇವಿ ದೇವಾಲಯದ ಸಂಚಾಲಕರಾದ ಅರುಣ್ ಕುಮಾರ್ ರವರು ಪ್ರಕಟಣೆಯಲ್ಲಿ ತಿಳಿಸಿದ್ದಾರೆ. ನವೆಂಬರ್ 1 ರಂದು ಶನಿವಾರದಂದು <box>979 1052 1154 1263</box>
photo-rajyotsava-stage <box>51 963 589 1199</box>
temple-photo-illustration <box>978 1375 1522 1637</box>
masthead-email[interactable]: contact@sanjevani.com <box>1359 35 1516 51</box>
s8-col2: ಸಮಸ್ತ ಯಾಗ ಶಾಲಾ ಪ್ರವೇಶ ಏರ್ಪಡಿಸಿದ್ದು, ನವೆಂಬರ್ 2ರ ಭಾನುವಾರದಂದು ಕೇಶವರಾಜ ದೇವರ ಕಲ್ಯಾಣೋತ್ಸವ, ನವೆಂಬರ್ 3ರ ಸೋಮವಾರದಂದು ಮಹಾರುದ್ರ ಹೋಮ ಹಾಗೂ ಮಹಾ ಕುಂಭಾಭಿಷೇಕ ಕಾರ್ಯಕ್ರಮ ನಡೆಯಲಿದೆ. ರಾತ್ರಿ 10 ಗಂಟೆಗೆ ಪ್ರತ್ಯಂಗಿರಾ ಹೋಮ ನಡೆಸಲಾಗುವುದು. ಸೋಮವಾರದಂದು 108 ಕಳಶಗಳಿಂದ ಮಹಾ ಕುಂಭಾಭಿಷೇಕ, ರಾಜೋಪಚಾರ, ತೀರ್ಥ ಪ್ರಸಾದ ವಿನಿಯೋಗ ಏರ್ಪಡಿಸಲಾಗಿದೆ ಎಂದು ತಿಳಿಸಿದ್ದಾರೆ. <box>1345 1052 1520 1228</box>
s10-col2: ಸುನಂದಮ್ಮ ರವರು ವಿಜಯಪುರ ಸಮೀಪದ ವೆಂಕಟಾಪುರ ಗ್ರಾಮದವರಾಗಿದ್ದು 1977ನೇ ಎಸ್.ಎಸ್.ಎಲ್.ಸಿ ಬ್ಯಾಚ್ ನ ವಿದ್ಯಾರ್ಥಿನಿಯಾಗಿದ್ದಾರೆ. ಬೆಂಗಳೂರಿನ ಮಹಾರಾಣಿ ಕಾಲೇಜಿನಲ್ಲಿ ಉನ್ನತ ಶಿಕ್ಷಣ ಪಡೆದು ನಂತರ ವಿಶ್ವವಿದ್ಯಾನಿಲಯದಲ್ಲಿ ಸೇವೆ ಸಲ್ಲಿಸಿದ್ದಾರೆ. <box>976 2033 1151 2134</box>
headline-poverty-free: ಕಡು ಬಡತನ ಮುಕ್ತ ರಾಜ್ಯ <box>191 102 439 137</box>
photo-muneshwara-idol <box>1161 1051 1336 1304</box>
haveri-photo-illustration <box>611 1183 969 1357</box>
s4-col4: ಮಂಗಳೂರು: ದಕ್ಷಿಣ ಕನ್ನಡ ಜಿಲ್ಲಾಡಳಿತದ ವತಿಯಿಂದ ಕನ್ನಡ ರಾಜ್ಯೋತ್ಸವ ದಿನಾಚರಣೆ ಆಚರಿಸಲಾಯಿತು. ಜಿಲ್ಲಾ ಉಸ್ತುವಾರಿ ಸಚಿವ ದಿನೇಶ್ ಗುಂಡೂರಾವ್ ಧ್ವಜಾರೋಹಣ ನೆರವೇರಿಸಿ ಸಂದೇಶ ನೀಡಿದರು. ದಕ್ಷಿಣ ಕನ್ನಡ ಜಿಲ್ಲಾ ಉಸ್ತುವಾರಿ ಸಚಿವ ದಿನೇಶ್ ಗುಂಡೂರಾವ್, ಕನ್ನಡ ನಾಡಿನ ಇತಿಹಾಸ, ಪರಂಪರೆ, ಸಾಂಸ್ಕೃತಿಕ ಹಿರಿಮೆಯನ್ನು ಸ್ಮರಿಸಿದರು. ಮೈಸೂರು: ಸಮಾಜ ಕಲ್ಯಾಣ ಹಾಗೂ ಮೈಸೂರು ಜಿಲ್ಲಾ ಉಸ್ತುವಾರಿ ಸಚಿವ ಡಾ. ಹೆಚ್.ಸಿ. ಮಹದೇವಪ್ಪ ಅವರು ಕನ್ನಡ ರಾಜ್ಯೋತ್ಸವದ ಅಂಗವಾಗಿ ಧ್ವಜಾರೋಹಣ ನೆರವೇರಿಸಿದರು. ಈ ಸಂದರ್ಭದಲ್ಲಿ ಜಿಲ್ಲಾಧಿಕಾರಿ ಜಿ. ಲಕ್ಷ್ಮೀಕಾಂತ ರೆಡ್ಡಿ, ಸಿಇಒ ಎಸ್. ಯುಕೇಶ್ ಕುಮಾರ್, ಜಿಲ್ಲಾ ಪೊಲೀಸ್ ವರಿಷ್ಠಾಧಿಕಾರಿ ಎನ್. ವಿಷ್ಣುವರ್ಧನ್ ಸೇರಿ ಹಲವು ಗಣ್ಯರು ಉಪಸ್ಥಿತರಿದ್ದರು. ಕರ್ನಾಟಕ ಮತ್ತು ಅಭಿವೃದ್ಧಿಗಾಗಿ ಎಲ್ಲರ ಹೊಣೆ: ಮಲ್ಲಿಕಾರ್ಜುನ ತಂತ್ರಜ್ಞಾನ ಮತ್ತು ನಾವೀನ್ಯತೆ. <box>1160 173 1335 575</box>
s3-col1: ತುಮಕೂರು, ನ. 1- ಪ್ರಸ್ತುತ ಹೊಸ ಕಾಲಮಾನದಲ್ಲಿ ಕನ್ನಡ ಭಾಷೆಯನ್ನು ಕೇವಲ ಆಡುಭಾಷೆಯಲ್ಲಿ ಉಳಿಸಿಕೊಂಡರೆ ಸಾಲದು, ಅದನ್ನು ಆಧುನಿಕತೆಗೆ ಹೊಸ ಡಿಜಿಟಲ್ ಲೋಕದ ಭಾಷೆಯನ್ನಾಗಿ ಮಾಡಿ ಜಾಗತೀಕರಣಕ್ಕೆ ನಾವೆಲ್ಲರೂ ಮುಂದಾಗಬೇಕು. ನಮ್ಮೆಲ್ಲರ ಆದ್ಯ ಕರ್ತವ್ಯವಾಗಬೇಕು ಎಂದು ಗೃಹ ಸಚಿವ ಹಾಗೂ ಜಿಲ್ಲಾ ಉಸ್ತುವಾರಿ ಸಚಿವ ಡಾ. ಜಿ. ಪರಮೇಶ್ವರ್ ಇಂದಿಲ್ಲಿ ತಿಳಿಸಿದರು. ನಗರದ ಮಹಾತ್ಮಗಾಂಧಿ ಕ್ರೀಡಾಂಗಣದಲ್ಲಿ ಜಿಲ್ಲಾಡಳಿತದ ವತಿಯಿಂದ ಏರ್ಪಡಿಸಿದ್ದ 70ನೇ ಕನ್ನಡ ರಾಜ್ಯೋತ್ಸವದ ಧ್ವಜಾರೋಹಣ ನೆರವೇರಿಸಿ ಮಾತನಾಡಿದ ಅವರು, ಎಲ್ಲ ವರ್ಗದ ಜನರು ಕನ್ನಡ ಭಾಷೆಯನ್ನು ಉಳಿಸಿ, ಬೆಳೆಸಬೇಕು. ನಾವು ಇಂದು ಜಾಗತೀಕರಣದ ಮಹತ್ವದಲ್ಲಿ ಬದುಕುತ್ತಿದ್ದೇವೆ. ಸಮಾಜದಲ್ಲಿ ಕೃತಕ ಬುದ್ಧಿಮತ್ತೆ ಸೇರಿದಂತೆ ಹಲವು ತಂತ್ರಜ್ಞಾನಗಳು ಬೆಳೆಯುತ್ತಿವೆ. ಹೀಗಾಗಿ ನಮ್ಮ ಮಾತೃಭಾಷೆ ಕನ್ನಡವೂ ಕೂಡ ತಂತ್ರಜ್ಞಾನದ ಹೆಜ್ಜೆಗುರುತುಗಳನ್ನು ಅನುಸರಿಸುತ್ತ ಬೆಳೆಯಬೇಕಾಗಿದೆ ಎಂದರು. ಕನ್ನಡಕ್ಕೆ ತಂತ್ರಜ್ಞಾನದ ಸ್ಪರ್ಶ ನೀಡುವುದರ ಜೊತೆಗೆ, ಕನ್ನಡವನ್ನು ವಾಣಿಜ್ಯ ಕ್ಷೇತ್ರದಲ್ಲಿ ಕನ್ನಡ ಭಾಷೆಯನ್ನು ಮತ್ತಷ್ಟು ಪರಿಣಾಮಕಾರಿಯಾಗಿ ಬಳಸುವ ಮತ್ತು ಮುಂದುವರೆಸುವ ಸಾಧ್ಯತೆಗಳನ್ನು ಪರಿಶೀಲಿಸಬೇಕು ಎಂದು ಅವರು ಹೇಳಿದರು. ನಾಡಿನ ನೆಲ-ಜಲ ಸಂರಕ್ಷಣೆ, ಜನರಿಗೆ ಸುರಕ್ಷಿತ ವಾತಾವರಣ ಕಲ್ಪಿಸುವುದು, ಗುಣಮಟ್ಟದ ಶಿಕ್ಷಣ ನೀಡುವುದು ಹಾಗೂ ಸ್ತ್ರೀ-ಪುರುಷ ಸಮಾನತೆ, ಸಾಮಾಜಿಕ ನ್ಯಾಯ ಒದಗಿಸುವುದು ನಮ್ಮ ಸರ್ಕಾರದ ಪ್ರಮುಖ ಆದ್ಯತೆಯಾಗಿದೆ ಎಂದರು. ಕನ್ನಡ ನಿತ್ಯೋತ್ಸವವಾಗಿ ಮೆರೆಯಬೇಕು. ಕನ್ನಡ ನಾಡಿನಲ್ಲಿ ನೆಲೆಸುವ ಪ್ರತಿಯೊಬ್ಬ ನಾಗರಿಕರು ನಾಡು, ನುಡಿಯ ರಕ್ಷಣೆ, ಸಾಮಾಜಿಕ ನ್ಯಾಯ ಮತ್ತು ಅಭಿವೃದ್ಧಿಗಾಗಿ ಶ್ರಮಿಸಬೇಕು ಎಂದು ನಮ್ಮ ಸರ್ಕಾರದ ಸಂಕಲ್ಪ. <box>54 1315 229 1962</box>
portrait-illustration <box>1354 1984 1519 2123</box>
headline-shivanand: ರಾಜ್ಯದ ಸಮಗ್ರ ಅಭಿವೃದ್ಧಿಗೆ ಕಂಕಣ ಬದ್ಧ: ಶಿವಾನಂದ್ <box>627 1089 953 1166</box>
masthead <box>46 9 1525 60</box>
stage-photo-illustration <box>52 964 589 1199</box>
masthead-date: | Saturday 1 November 2025 <box>299 37 477 51</box>
s10-col1: ವಿಜಯಪುರ,ನ.1:ಪಟ್ಟಣದ ಸರ್ಕಾರಿ ಶಾಲೆಯಲ್ಲಿ 1977ನೇ ಬ್ಯಾಚ್ ವಿದ್ಯಾರ್ಥಿನಿಯಾಗಿದ್ದ ಸುನಂದಮ್ಮ ರವರಿಗೆ 2025ನೇ ಸಾಲಿನ ರಾಜ್ಯೋತ್ಸವ ಪ್ರಶಸ್ತಿ ನೀಡಿರುವುದು ನಮ್ಮ ಶಾಲೆಗೆ ಹೆಮ್ಮೆಯ ವಿಷಯವಾಗಿದೆ ಎಂದು ಪ್ರೌಢಶಾಲೆ ಮುಖ್ಯೋಪಾಧ್ಯಾಯರು ತಿಳಿಸಿದ್ದಾರೆ. ಇವರು ಸರ್ಕಾರಿ ಶಾಲೆಯಲ್ಲಿ ವ್ಯಾಸಂಗ ಮಾಡಿ ರಾಜ್ಯ ಮಟ್ಟದ ಪ್ರಶಸ್ತಿಗೆ ಭಾಜನರಾಗಿರುವುದು ವಿದ್ಯಾರ್ಥಿಗಳಿಗೆ ಸ್ಫೂರ್ತಿಯಾಗಿದೆ ಎಂದರು. <box>792 2033 967 2209</box>
stage-num: 70 <box>130 1022 167 1052</box>
s2-col2: 75 ಸಾವಿರ ಹಣ, ಒಂದು ಲ್ಯಾಪ್‌ಟಾಪ್, ಒಂದು ಕಾಸ್ಟ್ಲಿ ಬ್ಯಾಗ್ ಕಳ್ಳತನ ಮಾಡಿದ್ದಾರೆ. ರಾಮ್ ಜೀ ಗ್ಯಾಂಗ್ ಕೃತ್ಯ ಒಟ್ಟಾರೆ ಸಿಸಿಟಿವಿಯಲ್ಲಿ ಸೆರೆಯಾಗಿತ್ತು. ಬಿಎಂಡಬ್ಲ್ಯೂ ಕಾರ್ ಗ್ಲಾಸ್ ಪುಡಿ ಪುಡಿಯಾಗಿ ಬಿದ್ದಿತ್ತು. ಕೂಡಲೇ ವಿಜಯನಗರ ಪೊಲೀಸರಿಗೆ ಮಾಹಿತಿ ನೀಡಲಾಗಿತ್ತು. ಸ್ಥಳ ಪರಿಶೀಲನೆ ನಡೆಸಿದ ಪೊಲೀಸರು ಆಕ್ಷಯ ತನಿಖೆ ಆರಂಭಿಸಿದ್ದಾರೆ. ಪ್ರಕರಣ ದಾಖಲಿಸಿಕೊಂಡ ವಿಜಯನಗರ ಪೊಲೀಸರು ನೇರವಾಗಿ ತನಿಖೆ ನಡೆಸಿ ಆರೋಪಿಗಳನ್ನು ಬಂಧಿಸಿದ್ದಾರೆ. ತಂದೆ ಜಯಶೀಲನ್ ಹಾಗೂ ಅವನ ಮಗ ಕಳ್ಳತನ ಮಾಡಿರುವುದು ಗೊತ್ತಾಗಿದ್ದು, ಪೊಲೀಸರು ಆರೋಪಿ ಜಯಶೀಲನ್‌ನನ್ನು ಬಂಧಿಸಿದ್ದಾರೆ. ಜಯಶೀಲನ್ ಮಗ ಪರಾರಿಯಾಗಿದ್ದಾನೆ. <box>324 578 578 777</box>
masthead-paper-city: | Sanjevani, Bangalore <box>168 14 306 28</box>
masthead-day: ಶನಿವಾರ । ನವೆಂಬರ್ 2025 <box>88 35 207 49</box>
page-number: 2 <box>53 16 69 49</box>
